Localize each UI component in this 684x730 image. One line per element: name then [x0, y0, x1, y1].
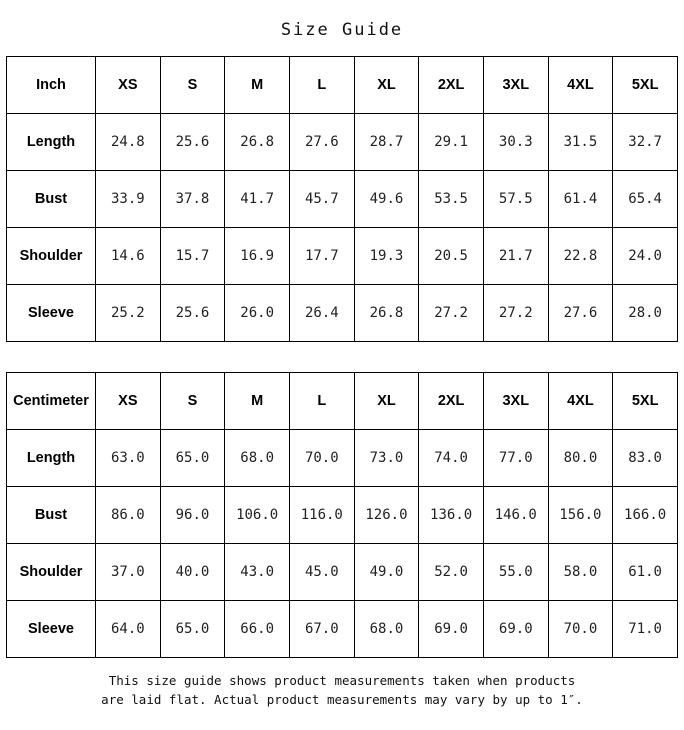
cell-cm-shoulder-s: 40.0 [160, 544, 225, 601]
cell-cm-length-s: 65.0 [160, 430, 225, 487]
table-row [7, 171, 678, 228]
cell-cm-shoulder-l: 45.0 [289, 544, 354, 601]
cell-inch-shoulder-xl: 19.3 [354, 228, 419, 285]
cell-inch-length-xl: 28.7 [354, 114, 419, 171]
cell-cm-length-3xl: 77.0 [483, 430, 548, 487]
size-header-2xl: 2XL [419, 373, 484, 430]
cell-inch-length-l: 27.6 [289, 114, 354, 171]
measure-label-length: Length [7, 430, 96, 487]
cell-inch-bust-m: 41.7 [225, 171, 290, 228]
measure-label-shoulder: Shoulder [7, 228, 96, 285]
cell-inch-sleeve-3xl: 27.2 [483, 285, 548, 342]
table-row [7, 601, 678, 658]
size-header-5xl: 5XL [613, 57, 678, 114]
cell-inch-length-2xl: 29.1 [419, 114, 484, 171]
cell-cm-length-xs: 63.0 [96, 430, 161, 487]
size-header-4xl: 4XL [548, 373, 613, 430]
centimeter-size-table [6, 372, 678, 658]
cell-cm-length-5xl: 83.0 [613, 430, 678, 487]
cell-inch-sleeve-4xl: 27.6 [548, 285, 613, 342]
cell-inch-sleeve-2xl: 27.2 [419, 285, 484, 342]
measure-label-bust: Bust [7, 171, 96, 228]
cell-inch-shoulder-2xl: 20.5 [419, 228, 484, 285]
cell-inch-length-m: 26.8 [225, 114, 290, 171]
measure-label-sleeve: Sleeve [7, 601, 96, 658]
size-header-m: M [225, 373, 290, 430]
cell-inch-shoulder-m: 16.9 [225, 228, 290, 285]
cell-cm-length-m: 68.0 [225, 430, 290, 487]
size-header-xl: XL [354, 373, 419, 430]
cell-inch-shoulder-l: 17.7 [289, 228, 354, 285]
size-header-5xl: 5XL [613, 373, 678, 430]
cell-inch-shoulder-s: 15.7 [160, 228, 225, 285]
cell-cm-length-l: 70.0 [289, 430, 354, 487]
cell-inch-sleeve-s: 25.6 [160, 285, 225, 342]
cell-cm-bust-2xl: 136.0 [419, 487, 484, 544]
cell-cm-bust-4xl: 156.0 [548, 487, 613, 544]
cell-cm-sleeve-l: 67.0 [289, 601, 354, 658]
cell-cm-shoulder-xl: 49.0 [354, 544, 419, 601]
cell-cm-sleeve-xs: 64.0 [96, 601, 161, 658]
cell-cm-bust-m: 106.0 [225, 487, 290, 544]
cell-cm-sleeve-5xl: 71.0 [613, 601, 678, 658]
cell-inch-length-xs: 24.8 [96, 114, 161, 171]
size-header-3xl: 3XL [483, 57, 548, 114]
cell-cm-bust-5xl: 166.0 [613, 487, 678, 544]
size-header-s: S [160, 57, 225, 114]
cell-inch-length-3xl: 30.3 [483, 114, 548, 171]
table-row [7, 285, 678, 342]
cell-cm-length-4xl: 80.0 [548, 430, 613, 487]
cell-cm-shoulder-2xl: 52.0 [419, 544, 484, 601]
measure-label-sleeve: Sleeve [7, 285, 96, 342]
measure-label-shoulder: Shoulder [7, 544, 96, 601]
cell-inch-bust-s: 37.8 [160, 171, 225, 228]
table-header-row [7, 373, 678, 430]
footer-line-1: This size guide shows product measurements taken when products [108, 673, 576, 688]
cell-inch-bust-3xl: 57.5 [483, 171, 548, 228]
cell-inch-shoulder-4xl: 22.8 [548, 228, 613, 285]
cell-cm-shoulder-xs: 37.0 [96, 544, 161, 601]
size-header-l: L [289, 373, 354, 430]
size-header-s: S [160, 373, 225, 430]
cell-cm-sleeve-4xl: 70.0 [548, 601, 613, 658]
cell-inch-length-4xl: 31.5 [548, 114, 613, 171]
cell-cm-sleeve-2xl: 69.0 [419, 601, 484, 658]
size-header-3xl: 3XL [483, 373, 548, 430]
size-header-xl: XL [354, 57, 419, 114]
cell-cm-bust-xl: 126.0 [354, 487, 419, 544]
cell-inch-sleeve-m: 26.0 [225, 285, 290, 342]
inch-size-table [6, 56, 678, 342]
cell-cm-sleeve-xl: 68.0 [354, 601, 419, 658]
size-header-xs: XS [96, 57, 161, 114]
cell-inch-sleeve-xs: 25.2 [96, 285, 161, 342]
cell-cm-shoulder-4xl: 58.0 [548, 544, 613, 601]
unit-label-inch: Inch [7, 57, 96, 114]
size-header-m: M [225, 57, 290, 114]
table-divider [0, 342, 684, 372]
footer-note [22, 658, 662, 710]
cell-inch-bust-5xl: 65.4 [613, 171, 678, 228]
measure-label-bust: Bust [7, 487, 96, 544]
cell-inch-bust-4xl: 61.4 [548, 171, 613, 228]
cell-inch-bust-2xl: 53.5 [419, 171, 484, 228]
table-row [7, 114, 678, 171]
measure-label-length: Length [7, 114, 96, 171]
table-row [7, 544, 678, 601]
cell-inch-shoulder-3xl: 21.7 [483, 228, 548, 285]
cell-inch-sleeve-l: 26.4 [289, 285, 354, 342]
cell-cm-sleeve-3xl: 69.0 [483, 601, 548, 658]
table-row [7, 228, 678, 285]
cell-cm-length-xl: 73.0 [354, 430, 419, 487]
cell-cm-bust-xs: 86.0 [96, 487, 161, 544]
cell-inch-bust-l: 45.7 [289, 171, 354, 228]
footer-line-2: are laid flat. Actual product measurements may vary by up to 1″. [101, 691, 583, 707]
cell-inch-shoulder-5xl: 24.0 [613, 228, 678, 285]
unit-label-centimeter: Centimeter [7, 373, 96, 430]
table-row [7, 430, 678, 487]
table-row [7, 487, 678, 544]
size-header-2xl: 2XL [419, 57, 484, 114]
size-header-4xl: 4XL [548, 57, 613, 114]
cell-inch-length-5xl: 32.7 [613, 114, 678, 171]
page-title: Size Guide [280, 20, 404, 40]
cell-cm-sleeve-s: 65.0 [160, 601, 225, 658]
cell-cm-bust-s: 96.0 [160, 487, 225, 544]
table-header-row [7, 57, 678, 114]
cell-cm-shoulder-3xl: 55.0 [483, 544, 548, 601]
size-header-l: L [289, 57, 354, 114]
cell-cm-bust-l: 116.0 [289, 487, 354, 544]
cell-inch-shoulder-xs: 14.6 [96, 228, 161, 285]
cell-inch-length-s: 25.6 [160, 114, 225, 171]
size-header-xs: XS [96, 373, 161, 430]
cell-cm-shoulder-5xl: 61.0 [613, 544, 678, 601]
cell-cm-length-2xl: 74.0 [419, 430, 484, 487]
cell-inch-sleeve-xl: 26.8 [354, 285, 419, 342]
cell-inch-sleeve-5xl: 28.0 [613, 285, 678, 342]
cell-cm-sleeve-m: 66.0 [225, 601, 290, 658]
cell-inch-bust-xl: 49.6 [354, 171, 419, 228]
cell-cm-bust-3xl: 146.0 [483, 487, 548, 544]
cell-cm-shoulder-m: 43.0 [225, 544, 290, 601]
cell-inch-bust-xs: 33.9 [96, 171, 161, 228]
